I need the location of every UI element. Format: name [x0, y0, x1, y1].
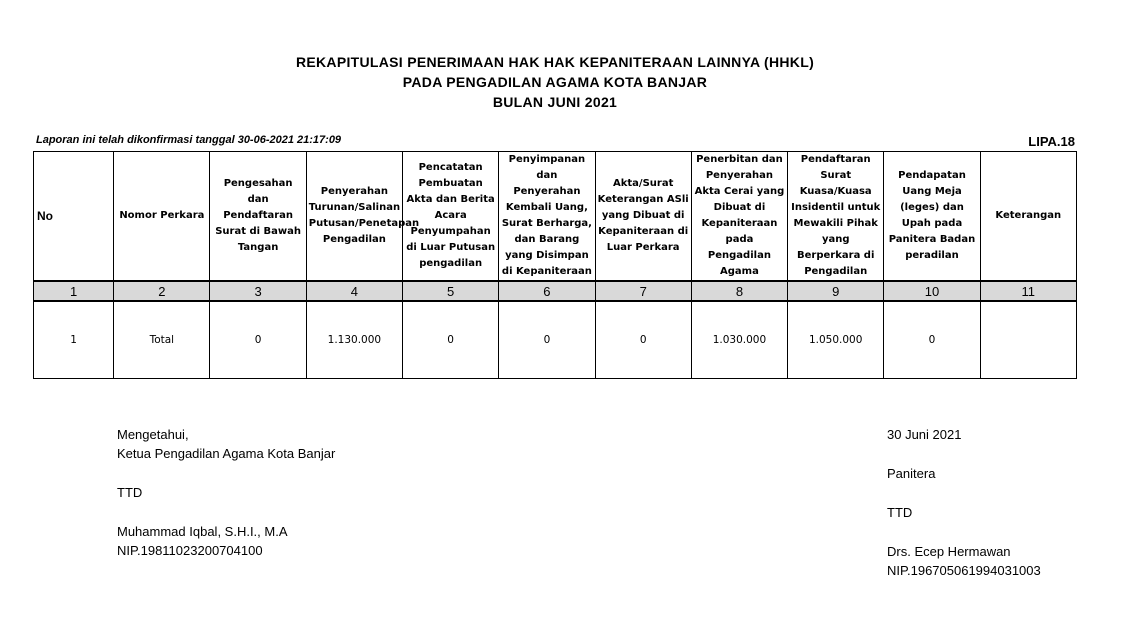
column-number: 5 — [403, 281, 499, 301]
header-surat-kuasa: Pendaftaran Surat Kuasa/Kuasa Insidentil untuk Mewakili Pihak yang Berperkara di Pengadilan — [788, 152, 884, 282]
ttd-label-left: TTD — [117, 485, 143, 500]
report-title — [0, 52, 1110, 112]
ttd-label-right: TTD — [887, 505, 913, 520]
column-number: 6 — [499, 281, 595, 301]
acknowledgement-label: Mengetahui, — [117, 427, 189, 442]
cell-penyimpanan: 0 — [499, 301, 595, 379]
header-penyimpanan: Penyimpanan dan Penyerahan Kembali Uang, Surat Berharga, dan Barang yang Disimpan di Kepaniteraan — [499, 152, 595, 282]
header-akta-cerai: Penerbitan dan Penyerahan Akta Cerai yang Dibuat di Kepaniteraan pada Pengadilan Agama — [691, 152, 787, 282]
signer-name-left: Muhammad Iqbal, S.H.I., M.A — [117, 524, 288, 539]
header-no: No — [34, 152, 114, 282]
cell-penyerahan-turunan: 1.130.000 — [306, 301, 402, 379]
column-number: 1 — [34, 281, 114, 301]
header-penyerahan-turunan: Penyerahan Turunan/Salinan Putusan/Penetapan Pengadilan — [306, 152, 402, 282]
confirmation-note: Laporan ini telah dikonfirmasi tanggal 30-06-2021 21:17:09 — [36, 134, 342, 146]
cell-pengesahan: 0 — [210, 301, 306, 379]
cell-no: 1 — [34, 301, 114, 379]
header-pencatatan-akta: Pencatatan Pembuatan Akta dan Berita Acara Penyumpahan di Luar Putusan pengadilan — [403, 152, 499, 282]
header-uang-meja: Pendapatan Uang Meja (leges) dan Upah pada Panitera Badan peradilan — [884, 152, 980, 282]
table-row — [34, 301, 1077, 379]
signature-block-right — [887, 425, 1041, 580]
column-number: 2 — [114, 281, 210, 301]
table-header-row — [34, 152, 1077, 282]
header-nomor-perkara: Nomor Perkara — [114, 152, 210, 282]
recap-table — [33, 151, 1077, 379]
signer-name-right: Drs. Ecep Hermawan — [887, 544, 1011, 559]
column-number-row — [34, 281, 1077, 301]
cell-nomor-perkara: Total — [114, 301, 210, 379]
signature-block-left — [117, 425, 335, 560]
signature-date: 30 Juni 2021 — [887, 427, 962, 442]
report-title-line-1: REKAPITULASI PENERIMAAN HAK HAK KEPANITERAAN LAINNYA (HHKL) — [295, 54, 815, 70]
column-number: 10 — [884, 281, 980, 301]
cell-uang-meja: 0 — [884, 301, 980, 379]
column-number: 9 — [788, 281, 884, 301]
column-number: 11 — [980, 281, 1076, 301]
signer-title-left: Ketua Pengadilan Agama Kota Banjar — [117, 446, 336, 461]
header-akta-surat: Akta/Surat Keterangan ASli yang Dibuat di Kepaniteraan di Luar Perkara — [595, 152, 691, 282]
report-title-line-2: PADA PENGADILAN AGAMA KOTA BANJAR — [402, 74, 708, 90]
column-number: 7 — [595, 281, 691, 301]
signer-nip-left: NIP.19811023200704100 — [117, 543, 263, 558]
cell-akta-surat: 0 — [595, 301, 691, 379]
form-code: LIPA.18 — [1028, 134, 1075, 149]
report-title-line-3: BULAN JUNI 2021 — [492, 94, 618, 110]
signer-title-right: Panitera — [887, 466, 936, 481]
cell-surat-kuasa: 1.050.000 — [788, 301, 884, 379]
cell-pencatatan-akta: 0 — [403, 301, 499, 379]
header-pengesahan: Pengesahan dan Pendaftaran Surat di Bawah Tangan — [210, 152, 306, 282]
cell-akta-cerai: 1.030.000 — [691, 301, 787, 379]
signer-nip-right: NIP.196705061994031003 — [887, 563, 1041, 578]
column-number: 8 — [691, 281, 787, 301]
header-keterangan: Keterangan — [980, 152, 1076, 282]
column-number: 4 — [306, 281, 402, 301]
column-number: 3 — [210, 281, 306, 301]
cell-keterangan — [980, 301, 1076, 379]
